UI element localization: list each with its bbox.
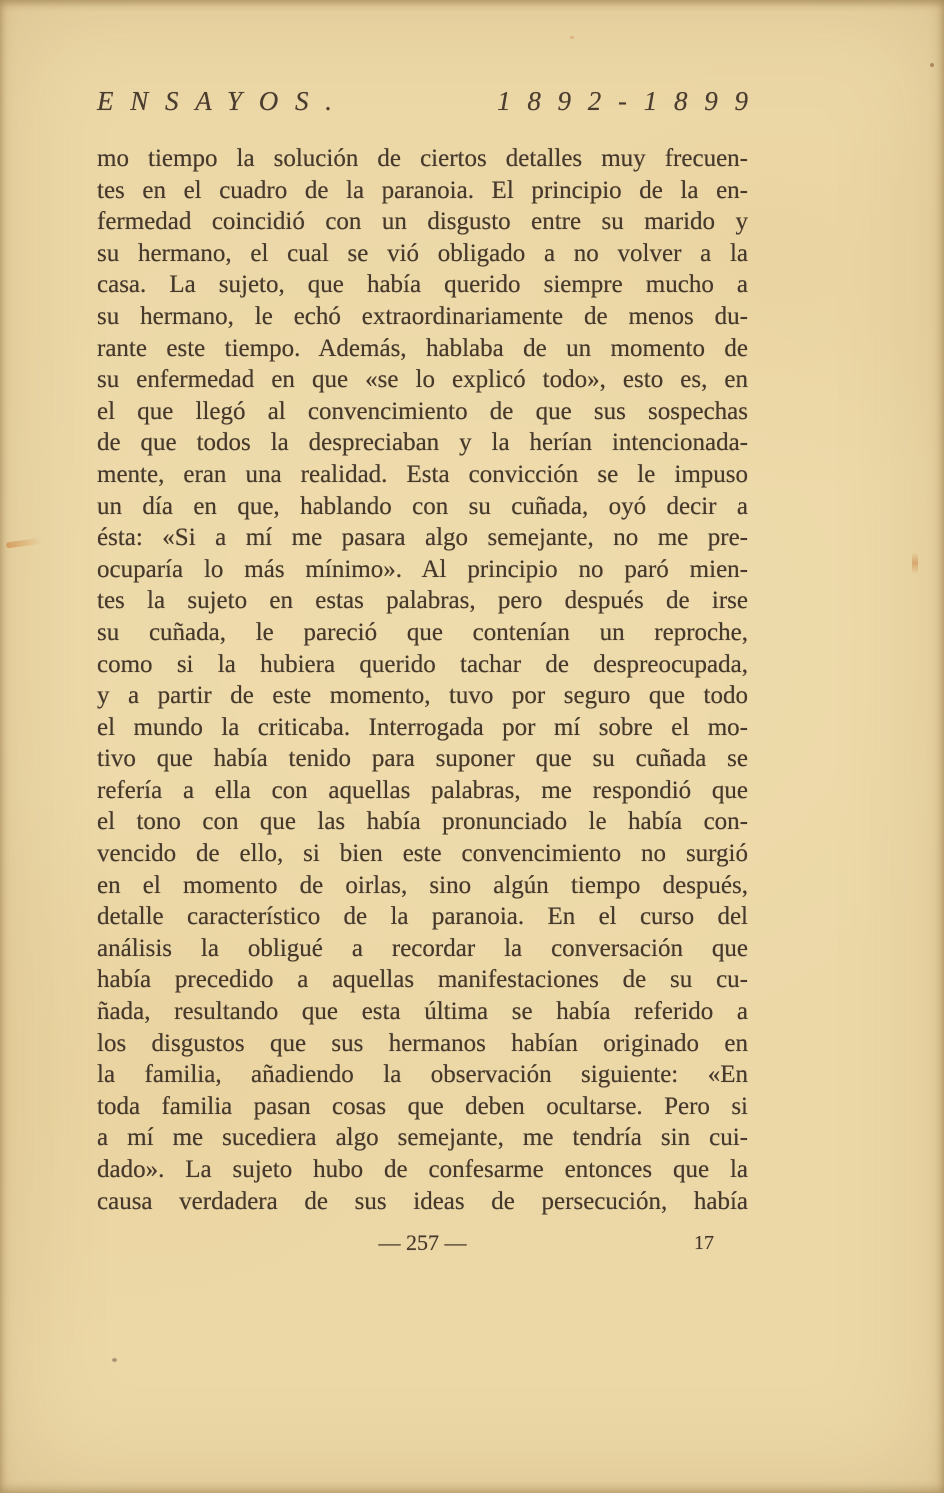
text-line: ésta: «Si a mí me pasara algo semejante, no me pre-: [97, 524, 748, 552]
text-line: el que llegó al convencimiento de que sus sospechas: [97, 397, 748, 425]
page-footer: [97, 1228, 748, 1258]
text-line: de que todos la despreciaban y la herían intencionada-: [97, 429, 748, 457]
text-line: había precedido a aquellas manifestaciones de su cu-: [97, 966, 748, 994]
running-header: [97, 86, 765, 116]
text-line: mente, eran una realidad. Esta convicción se le impuso: [97, 460, 748, 488]
signature-number: 17: [694, 1232, 714, 1254]
text-line: el tono con que las había pronunciado le había con-: [97, 808, 748, 836]
text-line: ñada, resultando que esta última se había referido a: [97, 998, 748, 1026]
text-line: refería a ella con aquellas palabras, me respondió que: [97, 776, 748, 804]
text-line: tes la sujeto en estas palabras, pero después de irse: [97, 587, 748, 615]
body-text: [97, 143, 748, 1217]
text-line: detalle característico de la paranoia. En el curso del: [97, 903, 748, 931]
text-line: vencido de ello, si bien este convencimiento no surgió: [97, 840, 748, 868]
paper-speck: [112, 1358, 117, 1362]
text-line: fermedad coincidió con un disgusto entre su marido y: [97, 208, 748, 236]
text-line: los disgustos que sus hermanos habían originado en: [97, 1029, 748, 1057]
text-line: y a partir de este momento, tuvo por seguro que todo: [97, 682, 748, 710]
text-line: la familia, añadiendo la observación siguiente: «En: [97, 1061, 748, 1089]
text-line: su cuñada, le pareció que contenían un reproche,: [97, 618, 748, 646]
text-line: mo tiempo la solución de ciertos detalles muy frecuen-: [97, 145, 748, 172]
text-line: en el momento de oirlas, sino algún tiempo después,: [97, 871, 748, 899]
text-line: rante este tiempo. Además, hablaba de un momento de: [97, 334, 748, 362]
text-line: tes en el cuadro de la paranoia. El principio de la en-: [97, 176, 748, 204]
text-line: toda familia pasan cosas que deben ocultarse. Pero si: [97, 1092, 748, 1120]
text-line: dado». La sujeto hubo de confesarme entonces que la: [97, 1156, 748, 1183]
text-line: su hermano, el cual se vió obligado a no volver a la: [97, 239, 748, 267]
text-line: ocuparía lo más mínimo». Al principio no paró mien-: [97, 555, 748, 583]
text-line: a mí me sucediera algo semejante, me tendría sin cui-: [97, 1124, 748, 1152]
text-line: el mundo la criticaba. Interrogada por mí sobre el mo-: [97, 713, 748, 741]
header-years: 1892-1899: [497, 86, 765, 116]
text-line: como si la hubiera querido tachar de despreocupada,: [97, 650, 748, 678]
page-number: — 257 —: [378, 1230, 467, 1255]
text-line: casa. La sujeto, que había querido siempre mucho a: [97, 271, 748, 299]
text-line: causa verdadera de sus ideas de persecución, había: [97, 1187, 748, 1215]
text-column: [97, 0, 765, 1493]
text-line: análisis la obligué a recordar la conversación que: [97, 934, 748, 962]
text-line: su enfermedad en que «se lo explicó todo», esto es, en: [97, 366, 748, 394]
header-title: ENSAYOS.: [97, 86, 349, 116]
text-line: su hermano, le echó extraordinariamente de menos du-: [97, 302, 748, 330]
text-line: un día en que, hablando con su cuñada, oyó decir a: [97, 492, 748, 520]
text-line: tivo que había tenido para suponer que su cuñada se: [97, 745, 748, 773]
paper-speck: [570, 36, 574, 39]
paper-scratch-mark: [6, 538, 42, 549]
paper-speck: [930, 63, 934, 67]
paper-stain-mark: [912, 552, 918, 574]
